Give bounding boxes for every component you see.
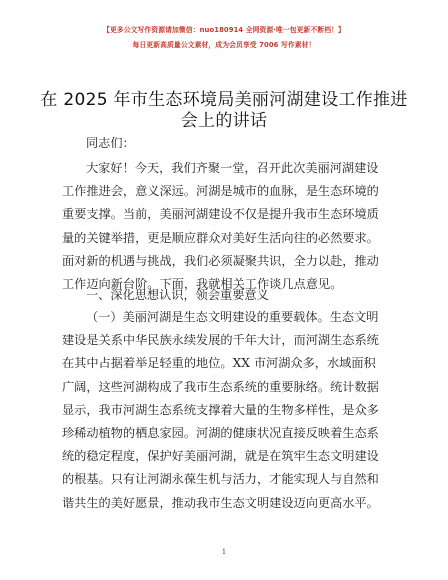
paragraph-intro: 大家好！今天，我们齐聚一堂，召开此次美丽河湖建设工作推进会，意义深远。河湖是城市的血脉，是生态环境的重要支撑。当前，美丽河湖建设不仅是提升我市生态环境质量的关键举措，更是顺应群众对美好生活向往的必然要求。面对新的机遇与挑战，我们必须凝聚共识，全力以赴，推动工作迈向新台阶。下面，我就相关工作谈几点意见。 bbox=[62, 161, 379, 292]
paragraph-section1-1: （一）美丽河湖是生态文明建设的重要载体。生态文明建设是关系中华民族永续发展的千年大计，而河湖生态系统在其中占据着举足轻重的地位。XX 市河湖众多，水域面积广阔，这些河湖构成了我市生态系统的重要脉络。统计数据显示，我市河湖生态系统支撑着大量的生物多样性，是众多珍稀动植物的栖息家园。河湖的健康状况直接反映着生态系统的稳定程度，保护好美丽河湖，就是在筑牢生态文明建设的根基。只有让河湖永葆生机与活力，才能实现人与自然和谐共生的美好愿景，推动我市生态文明建设迈向更高水平。 bbox=[62, 310, 379, 510]
promo-banner-line1: 【更多公文写作资源请加微信：nuo180914 全网资源·唯一包更新不断档！】 bbox=[103, 26, 345, 34]
promo-banner-line2: 每日更新高质量公文素材，成为会员享受 7006 写作素材！ bbox=[132, 41, 316, 49]
document-title: 在 2025 年市生态环境局美丽河湖建设工作推进会上的讲话 bbox=[40, 90, 408, 131]
salutation: 同志们： bbox=[86, 136, 135, 150]
section-heading-1: 一、深化思想认识，领会重要意义 bbox=[86, 288, 269, 302]
page-number: 1 bbox=[221, 548, 227, 556]
